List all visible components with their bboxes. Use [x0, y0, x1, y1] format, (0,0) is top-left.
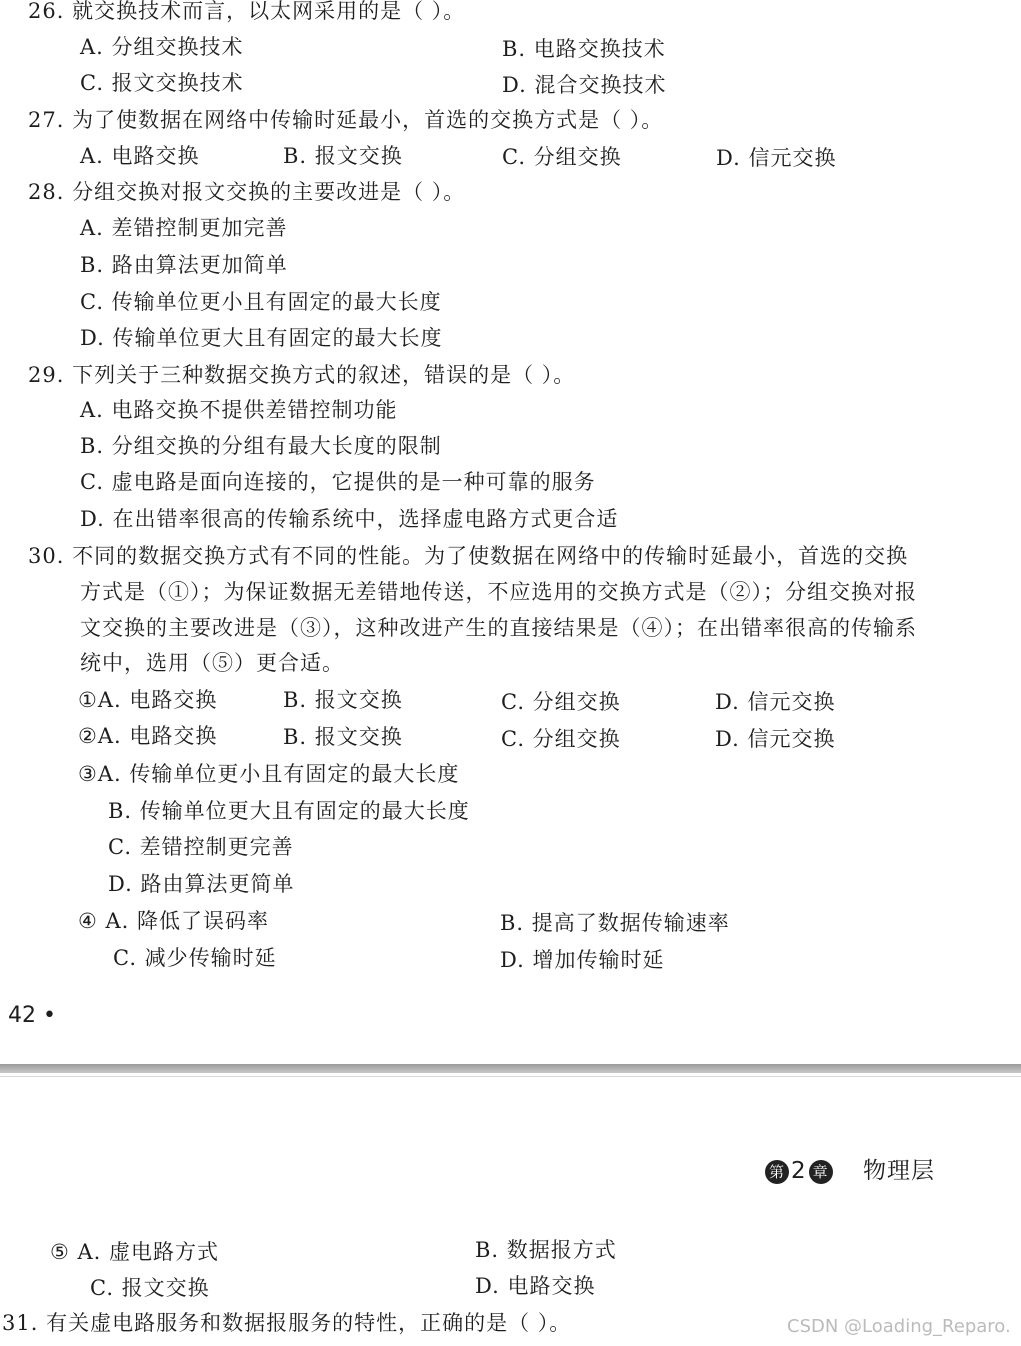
q28-option-c: C. 传输单位更小且有固定的最大长度 — [80, 290, 442, 314]
q28-option-b: B. 路由算法更加简单 — [80, 253, 288, 277]
q30-s4-option-a: ④ A. 降低了误码率 — [78, 909, 270, 933]
q30-s1-option-b: B. 报文交换 — [283, 688, 403, 712]
q30-stem-line-2: 方式是（①）；为保证数据无差错地传送，不应选用的交换方式是（②）；分组交换对报 — [80, 580, 917, 604]
page-divider-shadow — [0, 1076, 1021, 1077]
q30-s3-option-b: B. 传输单位更大且有固定的最大长度 — [108, 799, 470, 823]
q27-option-d: D. 信元交换 — [716, 146, 837, 170]
q27-option-b: B. 报文交换 — [283, 144, 403, 168]
q29-option-c: C. 虚电路是面向连接的，它提供的是一种可靠的服务 — [80, 470, 596, 494]
q30-stem-line-4: 统中，选用（⑤）更合适。 — [80, 651, 344, 675]
page-number: 42 • — [8, 1003, 56, 1028]
q30-s3-option-a: ③A. 传输单位更小且有固定的最大长度 — [78, 762, 460, 786]
q31-stem: 31. 有关虚电路服务和数据报服务的特性，正确的是（ ）。 — [2, 1311, 572, 1335]
q26-option-d: D. 混合交换技术 — [502, 73, 667, 97]
q30-s3-option-d: D. 路由算法更简单 — [108, 872, 295, 896]
q30-s5-option-b: B. 数据报方式 — [475, 1238, 617, 1262]
q30-s5-option-c: C. 报文交换 — [90, 1276, 210, 1300]
q30-s4-option-c: C. 减少传输时延 — [113, 946, 277, 970]
chapter-title: 物理层 — [862, 1158, 935, 1184]
q27-option-a: A. 电路交换 — [80, 144, 200, 168]
q29-option-d: D. 在出错率很高的传输系统中，选择虚电路方式更合适 — [80, 507, 619, 531]
q28-option-d: D. 传输单位更大且有固定的最大长度 — [80, 326, 443, 350]
q30-s2-option-a: ②A. 电路交换 — [78, 724, 218, 748]
q30-stem-line-3: 文交换的主要改进是（③），这种改进产生的直接结果是（④）；在出错率很高的传输系 — [80, 616, 917, 640]
q29-option-b: B. 分组交换的分组有最大长度的限制 — [80, 434, 442, 458]
q30-s2-option-c: C. 分组交换 — [501, 727, 621, 751]
q28-option-a: A. 差错控制更加完善 — [80, 216, 288, 240]
q30-stem-line-1: 30. 不同的数据交换方式有不同的性能。为了使数据在网络中的传输时延最小，首选的交换 — [28, 544, 909, 568]
q27-stem: 27. 为了使数据在网络中传输时延最小，首选的交换方式是（ ）。 — [28, 108, 664, 132]
q30-s1-option-d: D. 信元交换 — [715, 690, 836, 714]
q30-s1-option-c: C. 分组交换 — [501, 690, 621, 714]
q26-stem: 26. 就交换技术而言，以太网采用的是（ ）。 — [28, 0, 466, 23]
q26-option-b: B. 电路交换技术 — [502, 37, 666, 61]
chapter-number: 2 — [791, 1158, 807, 1184]
q30-s1-option-a: ①A. 电路交换 — [78, 688, 218, 712]
chapter-prefix-badge: 第 — [765, 1160, 789, 1184]
chapter-header — [765, 1159, 935, 1184]
q30-s3-option-c: C. 差错控制更完善 — [108, 835, 294, 859]
q30-s4-option-d: D. 增加传输时延 — [500, 948, 665, 972]
q29-stem: 29. 下列关于三种数据交换方式的叙述，错误的是（ ）。 — [28, 363, 576, 387]
q27-option-c: C. 分组交换 — [502, 145, 622, 169]
watermark: CSDN @Loading_Reparo. — [787, 1316, 1011, 1337]
q30-s5-option-d: D. 电路交换 — [475, 1274, 596, 1298]
q30-s2-option-d: D. 信元交换 — [715, 727, 836, 751]
q28-stem: 28. 分组交换对报文交换的主要改进是（ ）。 — [28, 180, 466, 204]
q26-option-a: A. 分组交换技术 — [80, 35, 244, 59]
q30-s5-option-a: ⑤ A. 虚电路方式 — [50, 1240, 220, 1264]
q30-s4-option-b: B. 提高了数据传输速率 — [500, 911, 730, 935]
q26-option-c: C. 报文交换技术 — [80, 71, 244, 95]
q30-s2-option-b: B. 报文交换 — [283, 725, 403, 749]
page-divider — [0, 1064, 1021, 1073]
q29-option-a: A. 电路交换不提供差错控制功能 — [80, 398, 398, 422]
chapter-suffix-badge: 章 — [809, 1160, 833, 1184]
